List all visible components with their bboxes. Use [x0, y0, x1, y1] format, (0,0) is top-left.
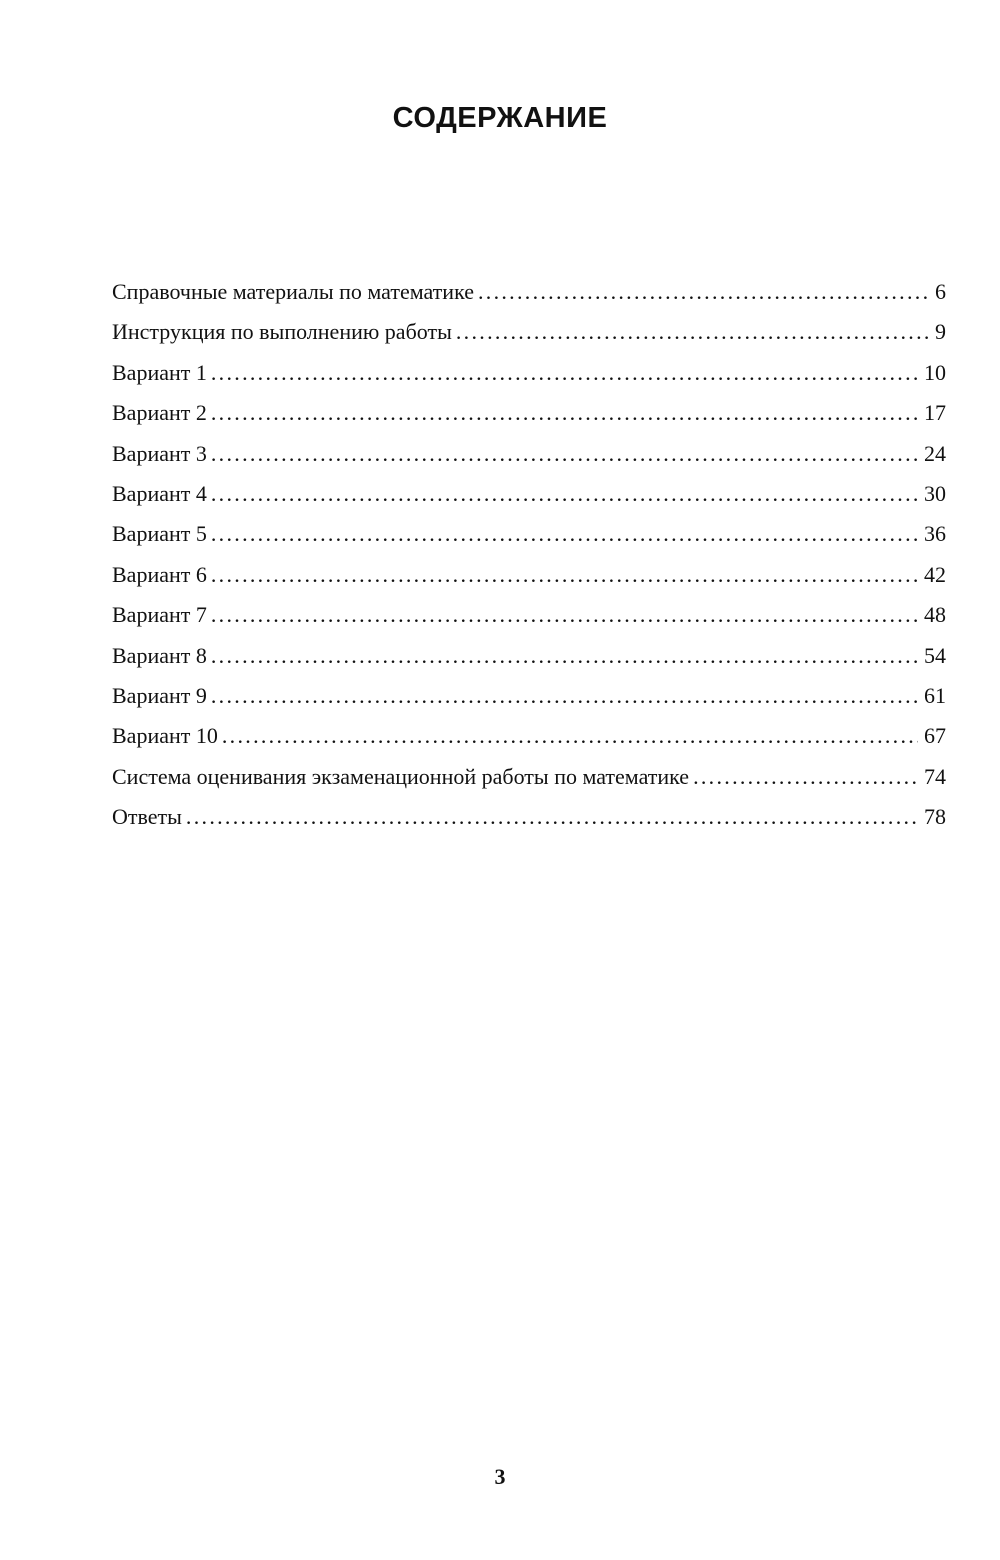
toc-entry-page: 30 [924, 480, 946, 506]
toc-entry-page: 48 [924, 602, 946, 628]
toc-entry-label: Вариант 2 [112, 400, 207, 426]
toc-entry-page: 6 [935, 279, 946, 304]
toc-dot-leader [211, 474, 918, 514]
toc-dot-leader [693, 757, 918, 797]
toc-entry-label: Вариант 5 [112, 521, 207, 547]
toc-entry-variant-7[interactable] [112, 595, 946, 635]
toc-entry-variant-3[interactable] [112, 434, 946, 474]
toc-entry-label: Вариант 7 [112, 602, 207, 628]
toc-entry-page: 74 [924, 763, 946, 789]
page-number: 3 [494, 1464, 506, 1489]
table-of-contents [112, 272, 946, 837]
toc-dot-leader [211, 595, 918, 635]
toc-entry-page: 9 [935, 319, 946, 345]
toc-dot-leader [211, 434, 918, 474]
toc-entry-label: Вариант 8 [112, 642, 207, 668]
toc-entry-variant-2[interactable] [112, 393, 946, 433]
toc-entry-variant-4[interactable] [112, 474, 946, 514]
toc-entry-label: Вариант 10 [112, 723, 218, 749]
toc-entry-label: Вариант 4 [112, 480, 207, 506]
toc-dot-leader [456, 312, 929, 352]
toc-entry-label: Ответы [112, 804, 182, 830]
page-title: СОДЕРЖАНИЕ [392, 102, 608, 134]
toc-dot-leader [211, 555, 918, 595]
toc-entry-answers[interactable] [112, 797, 946, 837]
toc-entry-variant-9[interactable] [112, 676, 946, 716]
toc-entry-page: 54 [924, 642, 946, 668]
toc-entry-variant-5[interactable] [112, 514, 946, 554]
toc-entry-page: 78 [924, 804, 946, 830]
toc-entry-reference-materials[interactable] [112, 272, 946, 312]
toc-entry-page: 61 [924, 682, 946, 708]
toc-dot-leader [211, 393, 918, 433]
toc-entry-page: 24 [924, 440, 946, 466]
toc-entry-page: 17 [924, 400, 946, 426]
toc-entry-label: Вариант 3 [112, 440, 207, 466]
toc-entry-page: 36 [924, 521, 946, 547]
toc-entry-grading-system[interactable] [112, 757, 946, 797]
toc-entry-label: Система оценивания экзаменационной работы по математике [112, 763, 690, 789]
toc-entry-label: Инструкция по выполнению работы [112, 319, 452, 345]
toc-entry-instructions[interactable] [112, 312, 946, 352]
toc-dot-leader [478, 272, 929, 312]
toc-dot-leader [211, 353, 918, 393]
toc-dot-leader [211, 636, 918, 676]
toc-entry-page: 67 [924, 723, 946, 749]
toc-dot-leader [211, 514, 918, 554]
toc-entry-variant-8[interactable] [112, 636, 946, 676]
toc-dot-leader [222, 716, 918, 756]
toc-entry-label: Справочные материалы по математике [112, 279, 474, 304]
toc-entry-variant-10[interactable] [112, 716, 946, 756]
toc-entry-label: Вариант 1 [112, 359, 207, 385]
toc-dot-leader [186, 797, 918, 837]
toc-dot-leader [211, 676, 918, 716]
toc-entry-page: 10 [924, 359, 946, 385]
toc-entry-label: Вариант 6 [112, 561, 207, 587]
toc-entry-label: Вариант 9 [112, 682, 207, 708]
toc-entry-variant-6[interactable] [112, 555, 946, 595]
toc-entry-page: 42 [924, 561, 946, 587]
toc-entry-variant-1[interactable] [112, 353, 946, 393]
